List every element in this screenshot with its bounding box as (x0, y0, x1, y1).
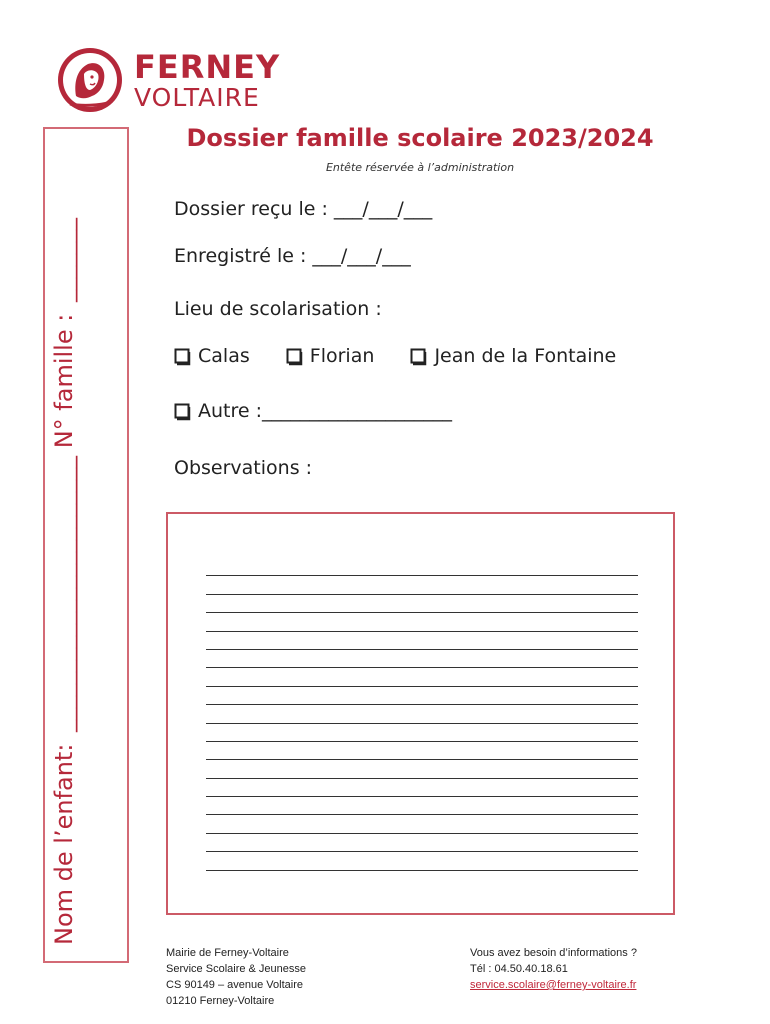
observation-line[interactable] (206, 760, 638, 778)
observation-line[interactable] (206, 632, 638, 650)
observation-line[interactable] (206, 576, 638, 594)
school-option-jean-de-la-fontaine[interactable] (410, 345, 616, 367)
admin-subtitle: Entête réservée à l’administration (325, 161, 515, 174)
school-option-label: Calas (198, 345, 250, 367)
school-option-other[interactable] (174, 400, 452, 422)
footer-email-link[interactable]: service.scolaire@ferney-voltaire.fr (470, 979, 637, 991)
observation-line[interactable] (206, 779, 638, 797)
observations-box[interactable] (166, 512, 675, 915)
checkbox-icon[interactable] (410, 348, 428, 366)
observation-line[interactable] (206, 668, 638, 686)
school-option-label: Jean de la Fontaine (434, 345, 617, 367)
footer-info-title: Vous avez besoin d’informations ? (470, 947, 637, 959)
school-option-calas[interactable] (174, 345, 250, 367)
footer-address-line: 01210 Ferney-Voltaire (166, 995, 275, 1007)
child-name-blank[interactable]: _______________________ (50, 455, 78, 732)
checkbox-icon[interactable] (174, 348, 192, 366)
observations-label: Observations : (174, 457, 313, 479)
observation-line[interactable] (206, 742, 638, 760)
footer-phone: Tél : 04.50.40.18.61 (470, 963, 568, 975)
footer-address-line: Mairie de Ferney-Voltaire (166, 947, 289, 959)
footer-address (166, 945, 306, 1009)
page-title: Dossier famille scolaire 2023/2024 (186, 124, 654, 152)
logo-word-ferney: FERNEY (134, 48, 281, 86)
observations-lines[interactable] (206, 558, 638, 871)
checkbox-icon[interactable] (286, 348, 304, 366)
received-date-field[interactable]: Dossier reçu le : ___/___/___ (174, 198, 433, 220)
observation-line[interactable] (206, 815, 638, 833)
voltaire-medallion-icon (56, 46, 124, 114)
observation-line[interactable] (206, 650, 638, 668)
footer-address-line: CS 90149 – avenue Voltaire (166, 979, 303, 991)
footer-address-line: Service Scolaire & Jeunesse (166, 963, 307, 975)
registered-date-field[interactable]: Enregistré le : ___/___/___ (174, 245, 411, 267)
observation-line[interactable] (206, 595, 638, 613)
observation-line[interactable] (206, 613, 638, 631)
checkbox-icon[interactable] (174, 403, 192, 421)
observation-line[interactable] (206, 705, 638, 723)
child-name-label: Nom de l’enfant: (50, 743, 78, 945)
school-option-label: Florian (309, 345, 375, 367)
school-location-label: Lieu de scolarisation : (174, 298, 382, 320)
logo-word-voltaire: VOLTAIRE (134, 83, 260, 112)
school-option-florian[interactable] (286, 345, 375, 367)
family-number-blank[interactable]: _______ (50, 218, 78, 303)
observation-line[interactable] (206, 558, 638, 576)
child-id-text (44, 218, 84, 945)
ferney-voltaire-logo (56, 46, 296, 116)
footer-contact (470, 945, 637, 993)
observation-line[interactable] (206, 687, 638, 705)
school-option-other-label[interactable]: Autre :____________________ (198, 400, 453, 422)
family-number-label: N° famille : (50, 313, 78, 449)
observation-line[interactable] (206, 834, 638, 852)
observation-line[interactable] (206, 852, 638, 870)
school-options (174, 345, 646, 367)
observation-line[interactable] (206, 797, 638, 815)
observation-line[interactable] (206, 724, 638, 742)
